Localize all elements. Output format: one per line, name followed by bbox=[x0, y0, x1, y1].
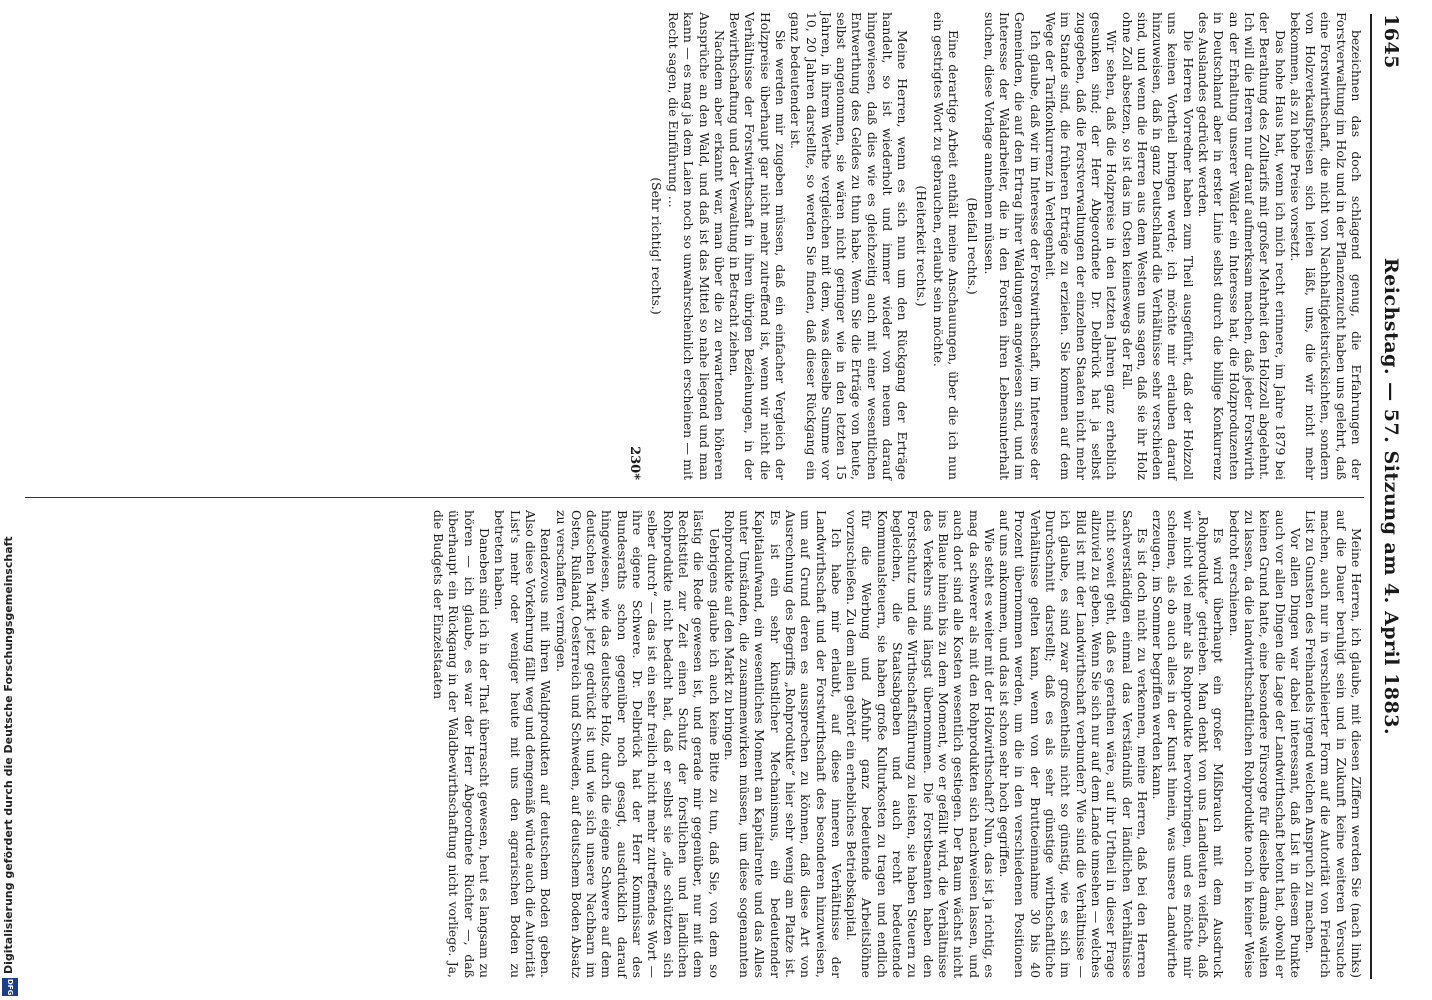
dfg-logo bbox=[2, 978, 18, 996]
paragraph: Es ist doch nicht zu verkennen, meine Herren, daß bei den Herren Sachverständigen einmal das Verständniß der ländlichen Verhältnisse nicht soweit geht, daß es gerathen wäre, auf ihr Urtheil in dieser Frage allzuviel zu geben. Wenn Sie sich nur auf dem Lande umsehen — welches Bild ist mit der Landwirthschaft verbunden? Wie sind die Verhältnisse — ich glaube, es sind zwar großentheils nicht so günstig, wie es sich im Durchschnitt darstellt; daß es als sehr günstige wirthschaftliche Verhältnisse gelten kann, wenn von der Bruttoeinnahme 30 bis 40 Prozent übernommen werden, um die in den verschiedenen Positionen auf uns ankommen, und das ist schon sehr hoch gegriffen. bbox=[997, 510, 1150, 978]
paragraph: Das hohe Haus hat, wenn ich mich recht erinnere, im Jahre 1879 bei der Berathung des Zolltarifs mit großer Mehrheit den Holzzoll abgelehnt. Ich will die Herren nur darauf aufmerksam machen, daß jeder Forstwirth an der Erhaltung unserer Wälder ein Interesse hat, die Holzproduzenten in Deutschland aber in erster Linie selbst durch die billige Konkurrenz des Auslandes gedrückt werden. bbox=[1196, 12, 1288, 480]
header-rule bbox=[1370, 14, 1372, 979]
scanned-page bbox=[15, 4, 1410, 989]
stage-remark: (Sehr richtig! rechts.) bbox=[648, 177, 664, 315]
paragraph: Rendezvous mit ihren Waldprodukten auf deutschem Boden geben. Also diese Vorkehrung fällt weg und demgemäß würde auch die Autorität List's mehr oder weniger heute mit uns den agrarischen Boden zu betreten haben. bbox=[492, 510, 554, 978]
paragraph: Eine derartige Arbeit enthält meine Anschauungen, über die ich nun ein gestrigtes Wort zu gebrauchen, erlaubt sein möchte. bbox=[930, 12, 962, 480]
paragraph: Wir sehen, daß die Holzpreise in den letzten Jahren ganz erheblich gesunken sind; der Herr Abgeordnete Dr. Delbrück hat ja selbst zugegeben, daß die Forstverwaltungen der einzelnen Staaten nicht mehr im Stande sind, die früheren Erträge zu erzielen. Sie kommen auf dem Wege der Tarifkonkurrenz in Verlegenheit. bbox=[1043, 12, 1120, 480]
digitization-credit-text: Digitalisierung gefördert durch die Deutsche Forschungsgemeinschaft bbox=[2, 536, 15, 974]
paragraph: Sie werden mir zugeben müssen, daß ein einfacher Vergleich der Holzpreise überhaupt gar nicht mehr zutreffend ist, wenn wir nicht die Verhältnisse der Forstwirthschaft in ihren übrigen Beziehungen, in der Bewirthschaftung und der Verwaltung in Betracht ziehen. bbox=[727, 12, 789, 480]
paragraph: Daneben sind ich in der That überrascht gewesen, heut es langsam zu hören — ich glaube, es war der Herr Abgeordnete Richter —, daß überhaupt ein Rückgang in der Waldbewirthschaftung nicht vorliege. Ja, die Budgets der Einzelstaaten bbox=[431, 510, 493, 978]
page-number: 1645 bbox=[1380, 14, 1402, 69]
dfg-logo-text: DFG bbox=[6, 978, 14, 996]
page-title: Reichstag. — 57. Sitzung am 4. April 1883. bbox=[1380, 257, 1402, 736]
column-divider bbox=[25, 497, 1364, 498]
paragraph: Die Herren Vorredner haben zum Theil ausgeführt, daß der Holzzoll uns keinen Vortheil bringen werde; ich möchte mir erlauben darauf hinzuweisen, daß in ganz Deutschland die Verhältnisse sehr verschieden sind, und wenn die Herren aus dem Westen uns sagen, daß sie ihr Holz ohne Zoll absetzen, so ist das im Osten keineswegs der Fall. bbox=[1119, 12, 1196, 480]
page-header bbox=[1374, 14, 1404, 979]
paragraph: Ich habe mir erlaubt, auf diese inneren Verhältnisse der Landwirthschaft und der Forstwirthschaft des besonderen hinzuweisen, um auf Grund deren es aussprechen zu können, daß diese Art von Ausrechnung des Begriffs „Rohprodukte“ hier sehr wenig am Platze ist. Es ist ein sehr künstlicher Mechanismus, ein bedeutender Kapitalaufwand, ein wesentliches Moment an Kapitalrente und das Alles unter Umständen, die zusammenwirken müssen, um diese sogenannten Rohprodukte auf den Markt zu bringen. bbox=[721, 510, 844, 978]
stage-remark: (Beifall rechts.) bbox=[964, 197, 980, 295]
paragraph: Nachdem aber erkannt war, man über die zu erwartenden höheren Ansprüche an den Wald, und daß ist das Mittel so nahe liegend und man kann — es mag ja dem Laien noch so unwahrscheinlich erscheinen — mit Recht sagen, die Einführung ... bbox=[665, 12, 727, 480]
digitization-credit bbox=[2, 390, 18, 990]
paragraph: Meine Herren, ich glaube, mit diesen Ziffern werden Sie (nach links) auf die Dauer beruhigt sein und in Zukunft keine weiteren Versuche machen, auch nur in verschleierter Form auf die Autorität von Friedrich List zu Gunsten des Freihandels irgend welchen Anspruch zu machen. bbox=[1303, 510, 1364, 978]
paragraph: Meine Herren, wenn es sich nun um den Rückgang der Erträge handelt, so ist wiederholt und immer wieder von neuem darauf hingewiesen, daß dies wie es gleichzeitig auch mit einer wesentlichen Entwerthung des Geldes zu thun habe. Wenn Sie die Erträge von heute, selbst angenommen, sie wären nicht geringer wie in den letzten 15 Jahren, in ihrem Werthe vergleichen mit dem, was dieselbe Summe vor 10, 20 Jahren darstellte, so werden Sie finden, daß dieser Rückgang ein ganz bedeutender ist. bbox=[788, 12, 911, 480]
paragraph: Ich glaube, daß wir im Interesse der Forstwirthschaft, im Interesse der Gemeinden, die auf den Ertrag ihrer Waldungen angewiesen sind, und im Interesse der Waldarbeiter, die in den Forsten ihren Lebensunterhalt suchen, diese Vorlage annehmen müssen. bbox=[981, 12, 1043, 480]
left-column bbox=[25, 12, 1364, 480]
paragraph: Uebrigens glaube ich auch keine Bitte zu tun, daß Sie, von dem so lästig die Rede gewesen ist, und gerade mir gegenüber, nur mit dem Rechtstitel zur Zeit einen Schutz der forstlichen und ländlichen Rohprodukte nicht bedacht hat, daß er selbst sie „die schützten sich selber durch“ — das ist ein sehr freilich nicht mehr zutreffendes Wort — ihre eigene Schwere. Dr. Delbrück hat der Herr Kommissar des Bundesraths schon gegenüber noch gesagt, ausdrücklich darauf hingewiesen, wie das deutsche Holz, durch die eigene Schwere auf dem deutschen Markt jetzt gedrückt ist und wie sich unsere Nachbarn im Osten, Rußland, Oesterreich und Schweden, auf deutschem Boden Absatz zu verschaffen vermögen. bbox=[553, 510, 722, 978]
paragraph: Wie steht es weiter mit der Holzwirthschaft? Nun, das ist ja richtig, es mag da schwerer als mit den Rohprodukten sich nachweisen lassen, und auch dort sind alle Kosten wesentlich gestiegen. Der Baum wächst nicht ins Blaue hinein bis zu dem Moment, wo er gefällt wird, die Verhältnisse des Verkehrs sind längst übernommen. Die Forstbeamten haben den Forstschutz und die Wirthschaftsführung zu leisten, sie haben Steuern zu begleichen, die Staatsabgaben und auch recht bedeutende Kommunalsteuern, sie haben große Kulturkosten zu tragen und endlich für die Werbung und Abfuhr ganz bedeutende Arbeitslöhne vorzuschießen. Zu dem allen gehört ein erhebliches Betriebskapital. bbox=[844, 510, 997, 978]
right-column bbox=[25, 510, 1364, 978]
paragraph: Es wird überhaupt ein großer Mißbrauch mit dem Ausdruck „Rohprodukte“ getrieben. Man denkt von uns Landleuten vielfach, daß wir nicht viel mehr als Rohprodukte hervorbringen, und es möchte mir scheinen, als ob auch alles in der Kunst hinein, was unsere Landwirthe erzeugen, im Sommer begriffen werden kann. bbox=[1150, 510, 1227, 978]
paragraph: Vor allen Dingen war dabei interessant, daß List in diesem Punkte auch vor allen Dingen die Lage der Landwirthschaft betont hat, obwohl er keinen Grund hatte, eine besondere Fürsorge für dieselbe damals walten zu lassen, da die landwirthschaftlichen Rohprodukte noch in keiner Weise bedroht erschienen. bbox=[1226, 510, 1303, 978]
paragraph: bezeichnen das doch schlagend genug, die Erfahrungen der Forstverwaltung im Holz und in der Pflanzenzucht haben uns gelehrt, daß eine Forstwirthschaft, die nicht von Nachhaltigkeitsrücksichten, sondern von Holzverkaufspreisen sich leiten läßt, uns, die wir nicht mehr bekommen, als zu hohe Preise vorsetzt. bbox=[1287, 12, 1364, 480]
signature-mark: 230* bbox=[627, 446, 643, 480]
stage-remark: (Heiterkeit rechts.) bbox=[913, 185, 929, 307]
